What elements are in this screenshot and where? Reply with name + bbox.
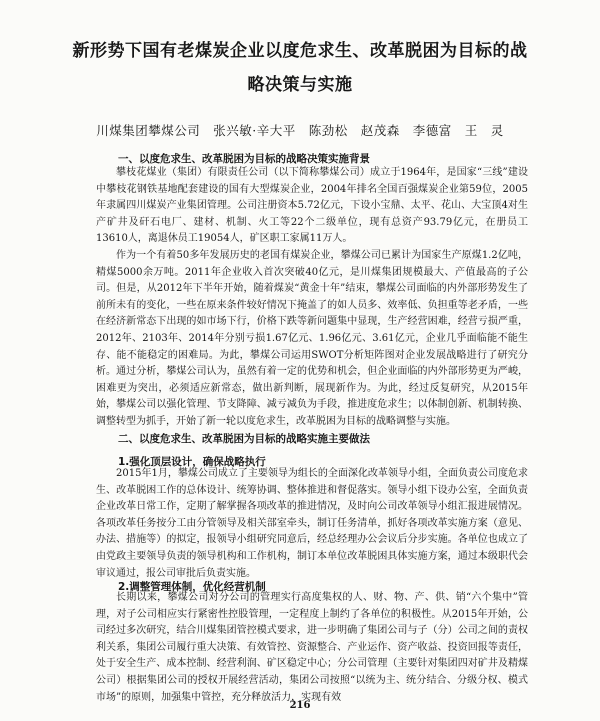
section-2-heading: 二、以度危求生、改革脱困为目标的战略实施主要做法 <box>118 433 370 445</box>
subsection-1-heading: 1.强化顶层设计，确保战略执行 <box>118 456 266 468</box>
section-1-paragraph-2: 作为一个有着50多年发展历史的老国有煤炭企业，攀煤公司已累计为国家生产原煤1.2亿吨，精煤5000余万吨。2011年企业收入首次突破40亿元，是川煤集团规模最大、产值最高的子公司。但是，从2012年下半年开始，随着煤炭“黄金十年”结束，攀煤公司面临的内外部形势发生了前所未有的变化，一些在原来条件较好情况下掩盖了的如人员多、效率低、负担重等老矛盾，一些在经济新常态下出现的如市场下行，价格下跌等新问题集中显现，生产经营困难，经营亏损严重，2012年、2103年、2014年分别亏损1.67亿元、1.96亿元、3.61亿元，企业几乎面临能不能生存、能不能稳定的困难局。为此，攀煤公司运用SWOT分析矩阵图对企业发展战略进行了研究分析。通过分析，攀煤公司认为，虽然有着一定的优势和机会，但企业面临的内外部形势更为严峻，困难更为突出，必须适应新常态，做出新判断，展现新作为。为此，经过反复研究，从2015年始，攀煤公司以强化管理、节支降障、减亏减负为手段，推进度危求生；以体制创新、机制转换、调整转型为抓手，开始了新一轮以度危求生，改革脱困为目标的战略调整与实施。 <box>96 250 528 427</box>
title-line-2: 略决策与实施 <box>247 75 353 95</box>
title-line-1: 新形势下国有老煤炭企业以度危求生、改革脱困为目标的战 <box>72 41 528 61</box>
section-1-heading: 一、以度危求生、改革脱困为目标的战略决策实施背景 <box>118 153 370 165</box>
subsection-2-heading: 2.调整管理体制，优化经营机制 <box>118 581 266 593</box>
page-number: 216 <box>289 700 311 711</box>
authors: 川煤集团攀煤公司 张兴敏·辛大平 陈劲松 赵茂森 李德富 王 灵 <box>96 123 504 138</box>
subsection-1-paragraph: 2015年1月，攀煤公司成立了主要领导为组长的全面深化改革领导小组，全面负责公司度危求生、改革脱困工作的总体设计、统筹协调、整体推进和督促落实。领导小组下设办公室，全面负责企业改革日常工作，定期了解掌握各项改革的推进情况，及时向公司改革领导小组汇报进展情况。各项改革任务按分工由分管领导及相关部室牵头，制订任务清单，抓好各项改革实施方案（意见、办法、措施等）的拟定，报领导小组研究同意后，经总经理办公会议后分步实施。各单位也成立了由党政主要领导负责的领导机构和工作机构，制订本单位改革脱困具体实施方案，通过本级职代会审议通过，报公司审批后负责实施。 <box>96 468 528 579</box>
subsection-2-paragraph: 长期以来，攀煤公司对分公司的管理实行高度集权的人、财、物、产、供、销“六个集中”管理，对子公司相应实行紧密性控股管理，一定程度上制约了各单位的积极性。从2015年开始，公司经过多次研究，结合川煤集团管控模式要求，进一步明确了集团公司与子（分）公司之间的责权利关系，集团公司履行重大决策、有效管控、资源整合、产业运作、资产收益、投资回报等责任，处于安全生产、成本控制、经营利润、矿区稳定中心；分公司管理（主要针对集团四对矿井及精煤公司）根据集团公司的授权开展经营活动，集团公司按照“以统为主、统分结合、分级分权、模式市场”的原则，加强集中管控，充分释放活力，实现有效 <box>96 592 528 703</box>
section-1-paragraph-1: 攀枝花煤业（集团）有限责任公司（以下简称攀煤公司）成立于1964年，是国家“三线”建设中攀枝花钢铁基地配套建设的国有大型煤炭企业，2004年排名全国百强煤炭企业第59位，2005年隶属四川煤炭产业集团管理。公司注册资本5.72亿元，下设小宝鼎、太平、花山、大宝顶4对生产矿井及矸石电厂、建材、机制、火工等22个二级单位，现有总资产93.79亿元，在册员工13610人，离退休员工19054人，矿区职工家属11万人。 <box>96 167 528 245</box>
